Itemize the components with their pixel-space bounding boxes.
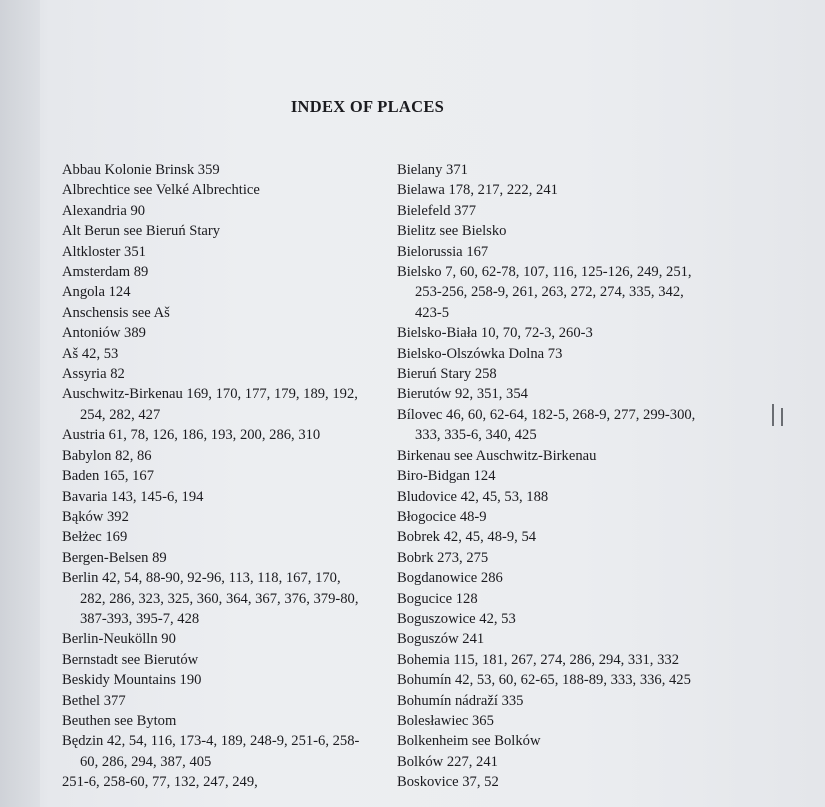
index-entry: Albrechtice see Velké Albrechtice [62, 182, 260, 199]
index-entry: Babylon 82, 86 [62, 447, 152, 464]
index-entry: Abbau Kolonie Brinsk 359 [62, 162, 220, 178]
index-entry: Baden 165, 167 [62, 468, 155, 485]
index-column-right [397, 160, 697, 793]
index-entry: Berlin 42, 54, 88-90, 92-96, 113, 118, 167, 170, 282, 286, 323, 325, 360, 364, 367, 376, 379-80, 387-393, 395-7, 428 [62, 570, 359, 627]
index-entry: Bielany 371 [397, 162, 468, 178]
index-entry: Boguszów 241 [397, 631, 485, 648]
index-entry: Bielsko-Biała 10, 70, 72-3, 260-3 [397, 325, 593, 342]
index-entry: Beuthen see Bytom [62, 712, 177, 729]
page-gutter-shadow [0, 0, 40, 807]
index-entry: Bogucice 128 [397, 590, 478, 607]
index-entry: Auschwitz-Birkenau 169, 170, 177, 179, 189, 192, 254, 282, 427 [62, 386, 358, 423]
index-entry: Bolesławiec 365 [397, 712, 494, 729]
index-entry: Bielorussia 167 [397, 243, 489, 260]
index-entry: Birkenau see Auschwitz-Birkenau [397, 447, 597, 464]
index-entry: Bohumín 42, 53, 60, 62-65, 188-89, 333, 336, 425 [397, 672, 691, 689]
index-entry: Bolków 227, 241 [397, 753, 498, 770]
index-entry: Błogocice 48-9 [397, 508, 487, 525]
index-entry: Biro-Bidgan 124 [397, 468, 496, 485]
index-entry: Berlin-Neukölln 90 [62, 631, 176, 648]
index-entry: Bohemia 115, 181, 267, 274, 286, 294, 331, 332 [397, 651, 679, 668]
index-entry: Boskovice 37, 52 [397, 774, 499, 791]
index-entry: Bogdanowice 286 [397, 570, 503, 587]
index-entry: Bolkenheim see Bolków [397, 733, 541, 750]
index-entry: 251-6, 258-60, 77, 132, 247, 249, [62, 774, 258, 791]
margin-mark [772, 404, 774, 426]
index-entry: Bobrek 42, 45, 48-9, 54 [397, 529, 537, 546]
index-entry: Bergen-Belsen 89 [62, 549, 167, 566]
index-entry: Bohumín nádraží 335 [397, 692, 524, 709]
index-entry: Beskidy Mountains 190 [62, 672, 202, 689]
index-entry: Anschensis see Aš [62, 304, 170, 321]
index-column-left [62, 160, 362, 793]
index-entry: Angola 124 [62, 284, 131, 301]
index-entry: Bielsko-Olszówka Dolna 73 [397, 345, 563, 362]
index-entry: Assyria 82 [62, 366, 125, 383]
index-entry: Alt Berun see Bieruń Stary [62, 223, 221, 240]
index-entry: Bełżec 169 [62, 529, 128, 546]
index-entry: Będzin 42, 54, 116, 173-4, 189, 248-9, 251-6, 258-60, 286, 294, 387, 405 [62, 733, 360, 770]
index-entry: Bieruń Stary 258 [397, 366, 497, 383]
index-entry: Bielefeld 377 [397, 202, 477, 219]
index-entry: Bethel 377 [62, 692, 126, 709]
index-entry: Bludovice 42, 45, 53, 188 [397, 488, 549, 505]
index-entry: Bielsko 7, 60, 62-78, 107, 116, 125-126, 249, 251, 253-256, 258-9, 261, 263, 272, 274, 335, 342, 423-5 [397, 264, 692, 321]
index-entry: Aš 42, 53 [62, 345, 119, 362]
index-entry: Antoniów 389 [62, 325, 146, 342]
page-title: INDEX OF PLACES [290, 97, 445, 116]
index-entry: Altkloster 351 [62, 243, 146, 260]
index-entry: Boguszowice 42, 53 [397, 610, 516, 627]
index-entry: Bílovec 46, 60, 62-64, 182-5, 268-9, 277, 299-300, 333, 335-6, 340, 425 [397, 406, 696, 444]
index-entry: Bielitz see Bielsko [397, 223, 507, 240]
margin-mark [781, 408, 783, 426]
index-entry: Bąków 392 [62, 508, 129, 525]
index-entry: Bavaria 143, 145-6, 194 [62, 488, 204, 505]
index-entry: Austria 61, 78, 126, 186, 193, 200, 286, 310 [62, 427, 321, 444]
index-entry: Amsterdam 89 [62, 264, 149, 281]
index-entry: Bierutów 92, 351, 354 [397, 386, 528, 403]
index-entry: Bielawa 178, 217, 222, 241 [397, 182, 558, 199]
index-entry: Bernstadt see Bierutów [62, 651, 199, 668]
index-entry: Alexandria 90 [62, 202, 146, 219]
index-entry: Bobrk 273, 275 [397, 549, 489, 566]
